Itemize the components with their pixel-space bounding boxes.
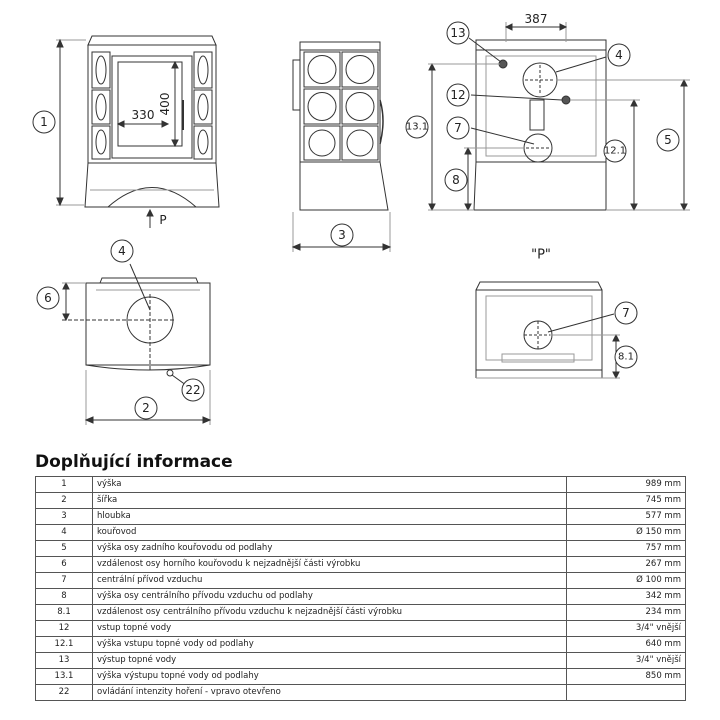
row-value: Ø 150 mm <box>567 525 686 541</box>
callout-22: 22 <box>185 383 201 397</box>
row-id: 3 <box>36 509 93 525</box>
row-id: 13 <box>36 653 93 669</box>
row-value: 3/4" vnější <box>567 621 686 637</box>
row-id: 8.1 <box>36 605 93 621</box>
table-row <box>36 541 686 557</box>
side-tiles <box>304 52 378 160</box>
dimension-330: 330 <box>131 108 155 122</box>
row-label: hloubka <box>93 509 567 525</box>
view-p-title: "P" <box>531 247 551 263</box>
row-id: 2 <box>36 493 93 509</box>
table-row <box>36 685 686 701</box>
row-value: 640 mm <box>567 637 686 653</box>
row-value <box>567 685 686 701</box>
row-label: výška osy zadního kouřovodu od podlahy <box>93 541 567 557</box>
row-label: centrální přívod vzduchu <box>93 573 567 589</box>
table-row <box>36 669 686 685</box>
callout-3: 3 <box>338 228 346 242</box>
table-row <box>36 493 686 509</box>
table-row <box>36 653 686 669</box>
top-body <box>86 283 210 365</box>
callout-4-top: 4 <box>118 244 126 258</box>
row-label: vstup topné vody <box>93 621 567 637</box>
dimension-387: 387 <box>524 12 548 26</box>
row-value: 757 mm <box>567 541 686 557</box>
callout-12-1: 12.1 <box>603 145 627 157</box>
info-title: Doplňující informace <box>35 452 233 472</box>
callout-4-back: 4 <box>615 48 623 62</box>
row-value: 989 mm <box>567 477 686 493</box>
table-row <box>36 621 686 637</box>
front-base <box>85 163 219 207</box>
row-id: 1 <box>36 477 93 493</box>
row-value: 745 mm <box>567 493 686 509</box>
side-top <box>300 42 380 50</box>
row-label: výška <box>93 477 567 493</box>
table-row <box>36 525 686 541</box>
row-id: 8 <box>36 589 93 605</box>
row-label: výška vstupu topné vody od podlahy <box>93 637 567 653</box>
callout-8-1: 8.1 <box>618 351 634 363</box>
row-label: kouřovod <box>93 525 567 541</box>
table-row <box>36 637 686 653</box>
row-value: 577 mm <box>567 509 686 525</box>
table-row <box>36 477 686 493</box>
table-row <box>36 557 686 573</box>
callout-1: 1 <box>40 115 48 129</box>
row-value: 3/4" vnější <box>567 653 686 669</box>
callout-8: 8 <box>452 173 460 187</box>
view-p-top <box>476 282 602 290</box>
row-label: výstup topné vody <box>93 653 567 669</box>
table-row <box>36 509 686 525</box>
view-p-body <box>476 290 602 370</box>
front-door <box>112 56 192 158</box>
row-id: 22 <box>36 685 93 701</box>
row-label: šířka <box>93 493 567 509</box>
front-top-cap <box>88 36 216 45</box>
table-row <box>36 589 686 605</box>
row-id: 4 <box>36 525 93 541</box>
row-id: 7 <box>36 573 93 589</box>
callout-5: 5 <box>664 133 672 147</box>
row-label: vzdálenost osy horního kouřovodu k nejzadnější části výrobku <box>93 557 567 573</box>
table-row <box>36 605 686 621</box>
side-base <box>300 162 388 210</box>
view-p <box>476 282 620 378</box>
callout-2: 2 <box>142 401 150 415</box>
callout-13: 13 <box>450 26 466 40</box>
table-row <box>36 573 686 589</box>
row-value: 267 mm <box>567 557 686 573</box>
callout-7-p: 7 <box>622 306 630 320</box>
row-label: ovládání intenzity hoření - vpravo otevřeno <box>93 685 567 701</box>
row-label: výška výstupu topné vody od podlahy <box>93 669 567 685</box>
row-value: Ø 100 mm <box>567 573 686 589</box>
front-body <box>88 45 216 163</box>
top-view <box>62 264 210 425</box>
front-glass <box>118 62 182 146</box>
back-body <box>476 50 606 162</box>
back-top <box>476 40 606 50</box>
spec-table <box>35 476 686 701</box>
callout-6: 6 <box>44 291 52 305</box>
callout-7-back: 7 <box>454 121 462 135</box>
row-value: 850 mm <box>567 669 686 685</box>
row-value: 342 mm <box>567 589 686 605</box>
back-base <box>474 162 606 210</box>
front-right-tiles <box>194 52 212 159</box>
row-label: výška osy centrálního přívodu vzduchu od podlahy <box>93 589 567 605</box>
row-id: 6 <box>36 557 93 573</box>
side-view <box>293 42 390 252</box>
view-p-air-inlet <box>524 321 552 349</box>
row-label: vzdálenost osy centrálního přívodu vzduchu k nejzadnější části výrobku <box>93 605 567 621</box>
callout-12: 12 <box>450 88 466 102</box>
view-arrow-label: P <box>159 213 167 227</box>
row-id: 12 <box>36 621 93 637</box>
row-id: 12.1 <box>36 637 93 653</box>
dimension-400: 400 <box>158 92 172 116</box>
row-id: 13.1 <box>36 669 93 685</box>
row-value: 234 mm <box>567 605 686 621</box>
callout-13-1: 13.1 <box>405 121 429 133</box>
front-left-tiles <box>92 52 110 159</box>
front-view <box>56 36 219 228</box>
row-id: 5 <box>36 541 93 557</box>
